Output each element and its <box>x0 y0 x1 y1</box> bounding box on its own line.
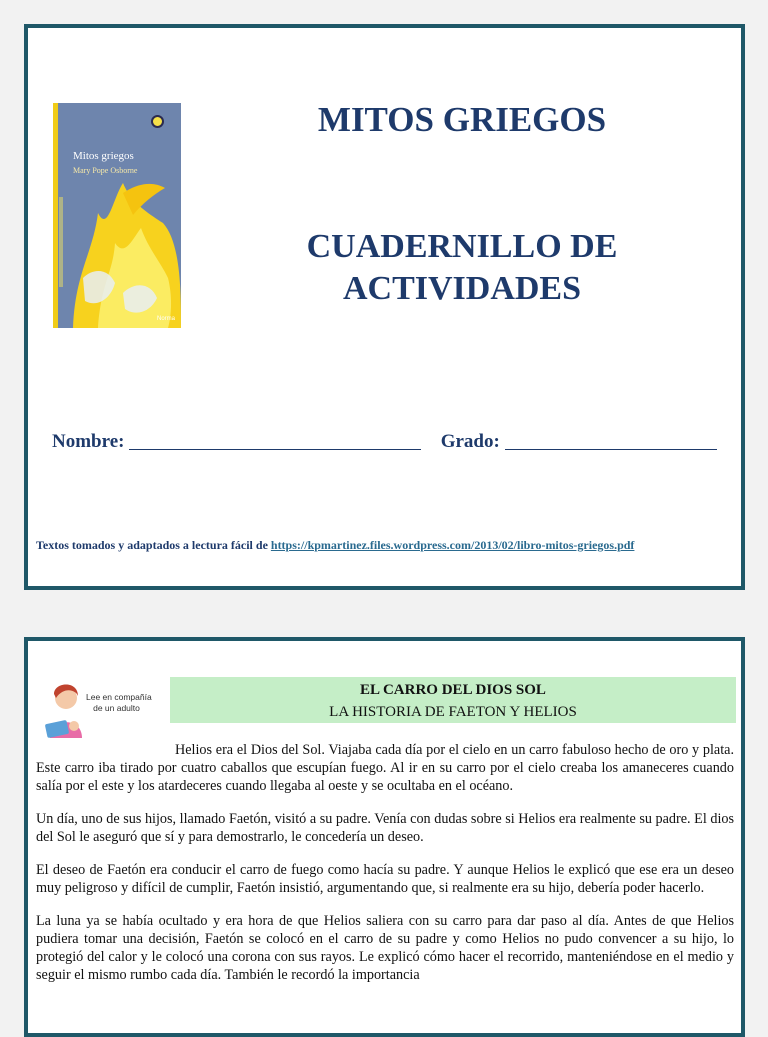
book-spine <box>53 103 58 328</box>
book-cover-image <box>53 103 181 328</box>
story-paragraph: Un día, uno de sus hijos, llamado Faetón, visitó a su padre. Venía con dudas sobre si Helios era realmente su padre. El dios del Sol le aseguró que sí y para demostrarlo, le concedería un deseo. <box>36 811 734 845</box>
publisher-emblem-icon <box>151 115 164 128</box>
book-author: Mary Pope Osborne <box>73 166 138 175</box>
main-title: MITOS GRIEGOS <box>317 100 607 139</box>
subtitle-line-1: CUADERNILLO DE <box>306 228 618 265</box>
badge-line-2: de un adulto <box>93 703 140 713</box>
sun-chariot-illustration <box>53 103 181 328</box>
story-body <box>36 741 734 999</box>
book-publisher: Norma <box>156 316 175 322</box>
book-title: Mitos griegos <box>73 150 134 162</box>
student-info-row <box>52 431 732 453</box>
cover-page <box>24 24 745 590</box>
read-with-adult-badge <box>36 676 171 748</box>
story-title: EL CARRO DEL DIOS SOL <box>360 682 546 698</box>
badge-text <box>86 692 152 714</box>
story-paragraph: Helios era el Dios del Sol. Viajaba cada día por el cielo en un carro fabuloso hecho de oro y plata. Este carro iba tirado por cuatro caballos que escupían fuego. Al ir en su carro por el cielo creaba los amaneceres cuando salía por el este y los atardeceres cuando llegaba al oeste y se ocultaba en el océano. <box>36 742 734 794</box>
subtitle <box>188 226 736 310</box>
source-note <box>36 538 634 553</box>
source-link[interactable]: https://kpmartinez.files.wordpress.com/2013/02/libro-mitos-griegos.pdf <box>270 538 635 552</box>
subtitle-line-2: ACTIVIDADES <box>342 270 582 307</box>
badge-line-1: Lee en compañía <box>86 692 152 702</box>
story-header <box>170 677 736 723</box>
story-page <box>24 637 745 1037</box>
story-paragraph: El deseo de Faetón era conducir el carro de fuego como hacía su padre. Y aunque Helios le explicó que ese era un deseo muy peligroso y difícil de cumplir, Faetón insistió, argumentando que, si realmente era su hijo, debería poder hacerlo. <box>36 862 734 896</box>
story-subtitle: LA HISTORIA DE FAETON Y HELIOS <box>329 704 577 720</box>
name-label: Nombre: <box>52 431 125 452</box>
source-prefix: Textos tomados y adaptados a lectura fácil de <box>36 538 271 552</box>
name-blank-line[interactable] <box>129 431 421 450</box>
story-paragraph: La luna ya se había ocultado y era hora de que Helios saliera con su carro para dar paso al día. Antes de que Helios pudiera tomar una decisión, Faetón se colocó en el carro de su padre y como Helios no pudo convencer a su hijo, lo protegió del calor y le colocó una corona con sus rayos. Le explicó cómo hacer el recorrido, manteniéndose en el medio y seguir el mismo rumbo cada día. También le recordó la importancia <box>36 913 734 983</box>
book-side-stripe <box>59 197 63 287</box>
grade-label: Grado: <box>440 431 500 452</box>
grade-blank-line[interactable] <box>505 431 717 450</box>
